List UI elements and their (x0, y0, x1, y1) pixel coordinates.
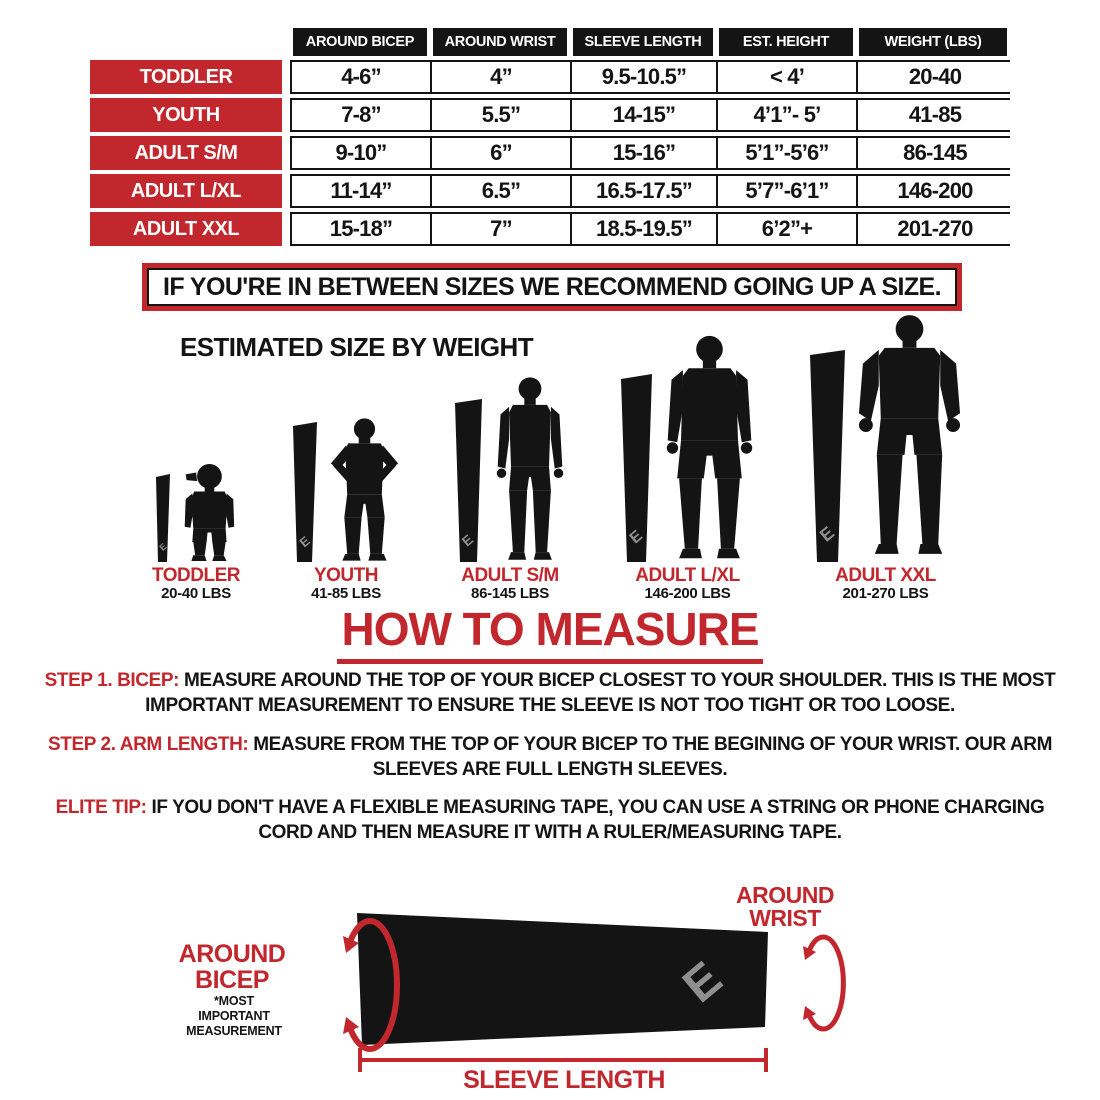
around-bicep-label: AROUND BICEP (178, 940, 286, 994)
toddler-person-silhouette (179, 462, 238, 562)
adult-lxl-weight-range: 146-200 LBS (644, 585, 731, 603)
col-header-est-height: EST. HEIGHT (719, 28, 853, 56)
elite-logo-e: E (157, 541, 169, 554)
adult-sm-sleeve-graphic (452, 399, 485, 562)
elite-logo-e: E (458, 531, 477, 550)
cell-toddler-sleeve: 9.5-10.5” (572, 62, 718, 92)
row-label-adult-lxl: ADULT L/XL (90, 174, 282, 208)
youth-size-name: YOUTH (313, 565, 378, 587)
adult-lxl-label (635, 566, 739, 602)
adult-xxl-person-silhouette (855, 314, 964, 562)
size-table (90, 28, 1010, 250)
step-1-text: MEASURE AROUND THE TOP OF YOUR BICEP CLOSEST TO YOUR SHOULDER. THIS IS THE MOST IMPORTANT MEASUREMENT TO ENSURE THE SLEEVE IS NOT TOO TIGHT OR TOO LOOSE. (145, 670, 1056, 717)
header-cells (290, 28, 1010, 56)
cell-adult-xxl-bicep: 15-18” (292, 214, 432, 244)
cell-toddler-wrist: 4” (432, 62, 572, 92)
size-figure-youth (290, 417, 402, 602)
around-wrist-label: AROUND WRIST (736, 882, 834, 932)
adult-xxl-sleeve-graphic (807, 350, 848, 562)
youth-label (311, 566, 381, 602)
step-2-label: STEP 2. ARM LENGTH: (47, 733, 249, 755)
adult-sm-label (461, 566, 559, 602)
cell-adult-lxl-wrist: 6.5” (432, 176, 572, 206)
toddler-size-name: TODDLER (152, 565, 240, 587)
cell-adult-lxl-sleeve: 16.5-17.5” (572, 176, 718, 206)
size-figure-toddler (152, 462, 240, 602)
measurement-diagram (0, 870, 1100, 1100)
estimated-size-heading: ESTIMATED SIZE BY WEIGHT (180, 332, 533, 362)
size-figures-row (152, 308, 964, 602)
cell-adult-lxl-bicep: 11-14” (292, 176, 432, 206)
table-row (90, 212, 1010, 246)
adult-xxl-size-name: ADULT XXL (835, 565, 936, 587)
toddler-sleeve-graphic (154, 474, 172, 562)
cell-youth-height: 4’1”- 5’ (718, 100, 858, 130)
row-label-youth: YOUTH (90, 98, 282, 132)
youth-sleeve-graphic (290, 422, 320, 562)
elite-logo-e: E (673, 952, 732, 1014)
row-label-adult-sm: ADULT S/M (90, 136, 282, 170)
adult-sm-size-name: ADULT S/M (461, 565, 559, 587)
adult-xxl-label (835, 566, 936, 602)
youth-person-silhouette (327, 417, 402, 562)
size-figure-adult-xxl (807, 314, 964, 602)
cell-adult-xxl-height: 6’2”+ (718, 214, 858, 244)
table-row (90, 60, 1010, 94)
size-figure-adult-sm (452, 376, 568, 602)
adult-lxl-person-silhouette (662, 334, 757, 562)
step-2-text: MEASURE FROM THE TOP OF YOUR BICEP TO THE BEGINING OF YOUR WRIST. OUR ARM SLEEVES ARE FULL LENGTH SLEEVES. (253, 733, 1053, 780)
cell-adult-sm-wrist: 6” (432, 138, 572, 168)
row-label-toddler: TODDLER (90, 60, 282, 94)
toddler-label (152, 566, 240, 602)
row-label-adult-xxl: ADULT XXL (90, 212, 282, 246)
elite-logo-e: E (815, 522, 839, 546)
toddler-weight-range: 20-40 LBS (161, 585, 231, 603)
table-row (90, 98, 1010, 132)
elite-logo-e: E (626, 527, 646, 548)
elite-tip (30, 795, 1070, 846)
cell-adult-xxl-weight: 201-270 (897, 216, 973, 241)
table-row (90, 136, 1010, 170)
cell-adult-sm-sleeve: 15-16” (572, 138, 718, 168)
between-sizes-banner: IF YOU'RE IN BETWEEN SIZES WE RECOMMEND GOING UP A SIZE. (142, 263, 962, 311)
cell-toddler-bicep: 4-6” (292, 62, 432, 92)
elite-logo-e: E (296, 533, 313, 551)
elite-tip-label: ELITE TIP: (55, 797, 147, 819)
col-header-around-bicep: AROUND BICEP (293, 28, 427, 56)
adult-sm-person-silhouette (492, 376, 568, 562)
cell-youth-wrist: 5.5” (432, 100, 572, 130)
cell-adult-sm-weight: 86-145 (903, 140, 967, 165)
cell-youth-bicep: 7-8” (292, 100, 432, 130)
cell-adult-xxl-sleeve: 18.5-19.5” (572, 214, 718, 244)
adult-sm-weight-range: 86-145 LBS (471, 585, 549, 603)
cell-youth-weight: 41-85 (908, 102, 962, 127)
cell-toddler-height: < 4’ (718, 62, 858, 92)
sleeve-length-label: SLEEVE LENGTH (463, 1066, 665, 1094)
step-1-label: STEP 1. BICEP: (44, 670, 180, 691)
adult-xxl-weight-range: 201-270 LBS (842, 585, 929, 603)
most-important-note: *MOST IMPORTANT MEASUREMENT (186, 994, 282, 1038)
cell-toddler-weight: 20-40 (908, 64, 962, 89)
step-1-bicep (30, 668, 1070, 719)
table-header-row (90, 28, 1010, 56)
adult-lxl-size-name: ADULT L/XL (635, 565, 740, 587)
cell-adult-lxl-height: 5’7”-6’1” (718, 176, 858, 206)
table-row (90, 174, 1010, 208)
header-empty-cell (90, 28, 282, 56)
cell-adult-lxl-weight: 146-200 (897, 178, 973, 203)
col-header-sleeve-length: SLEEVE LENGTH (573, 28, 713, 56)
wrist-ellipse (809, 937, 843, 1029)
col-header-weight: WEIGHT (LBS) (859, 28, 1007, 56)
cell-adult-sm-bicep: 9-10” (292, 138, 432, 168)
cell-adult-xxl-wrist: 7” (432, 214, 572, 244)
youth-weight-range: 41-85 LBS (311, 585, 381, 603)
col-header-around-wrist: AROUND WRIST (433, 28, 567, 56)
elite-tip-text: IF YOU DON'T HAVE A FLEXIBLE MEASURING TAPE, YOU CAN USE A STRING OR PHONE CHARGING CORD AND THEN MEASURE IT WITH A RULER/MEASURING TAPE. (151, 797, 1045, 844)
adult-lxl-sleeve-graphic (618, 374, 655, 562)
step-2-arm-length (30, 732, 1070, 783)
size-figure-adult-lxl (618, 334, 757, 602)
how-to-measure-heading-wrap (0, 602, 1100, 664)
measure-steps (30, 668, 1070, 859)
cell-adult-sm-height: 5’1”-5’6” (718, 138, 858, 168)
cell-youth-sleeve: 14-15” (572, 100, 718, 130)
how-to-measure-title: HOW TO MEASURE (337, 602, 762, 664)
